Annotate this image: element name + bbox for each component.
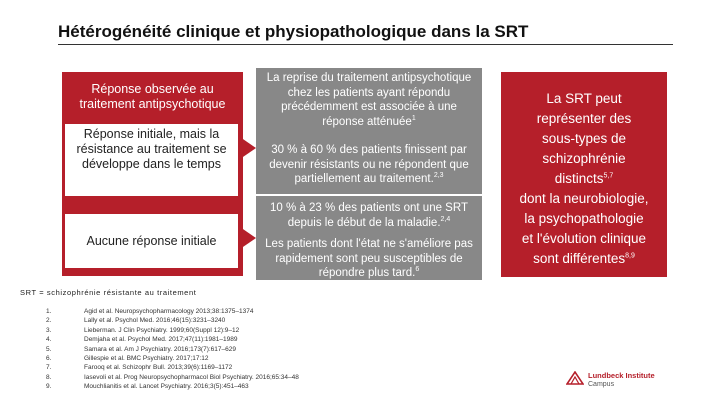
reference-item: 6. Gillespie et al. BMC Psychiatry. 2017;17:12 bbox=[46, 354, 209, 362]
conclusion-line: schizophrénie bbox=[542, 151, 626, 166]
evidence-text-1: La reprise du traitement antipsychotique chez les patients ayant répondu précédemment est associée à une réponse atténuée$^1$ bbox=[266, 72, 472, 128]
response-header: Réponse observée au traitement antipsychotique bbox=[79, 82, 226, 111]
evidence-column bbox=[256, 68, 482, 280]
conclusion-line: et l'évolution clinique bbox=[521, 231, 647, 246]
evidence-text-2: 30 % à 60 % des patients finissent par devenir résistants ou ne répondent que partiellement au traitement.$^{2,3}$ bbox=[269, 144, 469, 185]
reference-item: 7. Farooq et al. Schizophr Bull. 2013;39(6):1169–1172 bbox=[46, 364, 233, 372]
title-divider bbox=[58, 44, 673, 45]
arrow-right-icon bbox=[240, 227, 256, 249]
reference-item: 3. Lieberman. J Clin Psychiatry. 1999;60(Suppl 12):9–12 bbox=[46, 326, 240, 334]
conclusion-line: La SRT peut bbox=[546, 91, 622, 106]
lundbeck-logo bbox=[566, 369, 686, 397]
reference-item: 9. Mouchlianitis et al. Lancet Psychiatry. 2016;3(5):451–463 bbox=[46, 383, 249, 391]
conclusion-line: distincts$^{5,7}$ bbox=[554, 171, 614, 186]
slide-title: Hétérogénéité clinique et physiopathologique dans la SRT bbox=[58, 22, 529, 41]
reference-item: 8. Iasevoli et al. Prog Neuropsychopharmacol Biol Psychiatry. 2016;65:34–48 bbox=[46, 373, 299, 381]
reference-item: 4. Demjaha et al. Psychol Med. 2017;47(11):1981–1989 bbox=[46, 336, 238, 344]
conclusion-line: dont la neurobiologie, bbox=[519, 191, 649, 206]
reference-item: 1. Agid et al. Neuropsychopharmacology 2013;38:1375–1374 bbox=[46, 308, 254, 315]
initial-response-box: Réponse initiale, mais la résistance au traitement se développe dans le temps bbox=[65, 124, 238, 196]
arrow-right-icon bbox=[240, 137, 256, 159]
response-column bbox=[62, 72, 243, 276]
conclusion-line: la psychopathologie bbox=[524, 211, 644, 226]
logo-mark-icon bbox=[566, 371, 584, 385]
reference-item: 2. Lally et al. Psychol Med. 2016;46(15):3231–3240 bbox=[46, 317, 226, 325]
evidence-text-3: 10 % à 23 % des patients ont une SRT depuis le début de la maladie.$^{2,4}$ bbox=[270, 202, 468, 229]
conclusion-line: représenter des bbox=[536, 111, 632, 126]
conclusion-line: sont différentes$^{8,9}$ bbox=[533, 251, 635, 266]
logo-text: Lundbeck Institute bbox=[588, 371, 655, 380]
evidence-text-4: Les patients dont l'état ne s'améliore pas rapidement sont peu susceptibles de répondre plus tard.$^6$ bbox=[265, 238, 473, 279]
reference-item: 5. Samara et al. Am J Psychiatry. 2016;173(7):617–629 bbox=[46, 345, 236, 353]
reference-list bbox=[46, 307, 299, 392]
conclusion-line: sous-types de bbox=[541, 131, 627, 146]
conclusion-box bbox=[501, 72, 667, 277]
abbreviation-note: SRT = schizophrénie résistante au traitement bbox=[20, 288, 197, 297]
evidence-divider bbox=[256, 194, 482, 196]
logo-subtext: Campus bbox=[588, 381, 615, 388]
no-initial-response-box: Aucune réponse initiale bbox=[65, 214, 238, 268]
